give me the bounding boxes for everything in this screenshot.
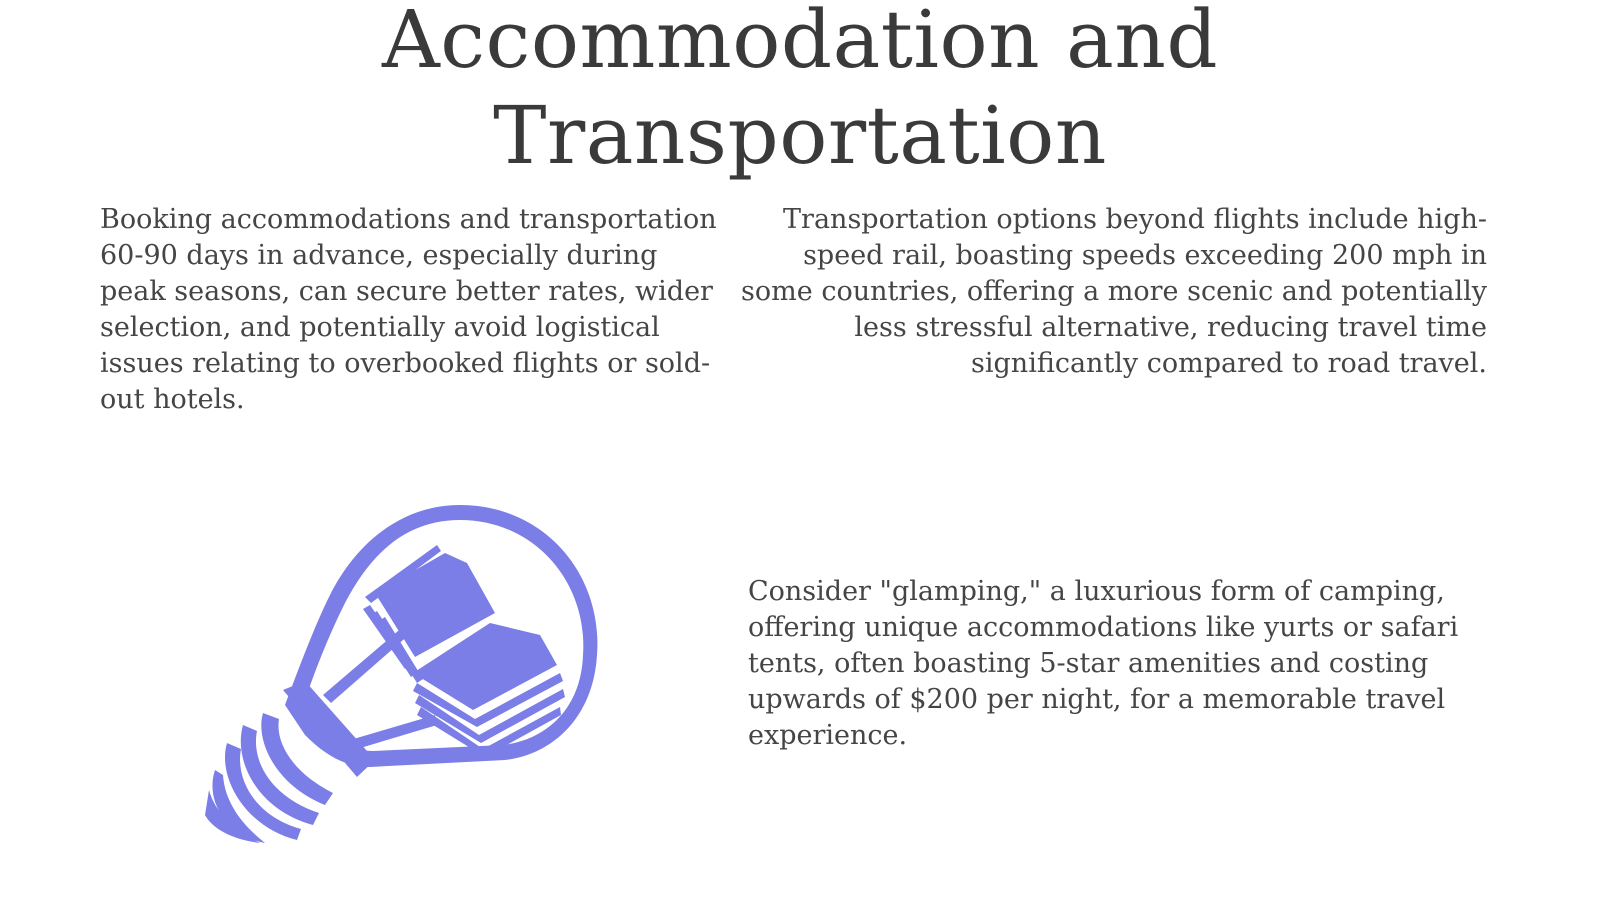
lightbulb-book-icon	[205, 505, 615, 850]
paragraph-glamping: Consider "glamping," a luxurious form of camping, offering unique accommodations like yurts or safari tents, often boasting 5-star amenities and costing upwards of $200 per night, for a memorable travel experience.	[748, 576, 1459, 751]
title-line-2: Transportation	[493, 89, 1107, 182]
slide-title	[200, 0, 1400, 184]
title-line-1: Accommodation and	[381, 0, 1219, 86]
paragraph-advance-booking: Booking accommodations and transportation 60-90 days in advance, especially during peak seasons, can secure better rates, wider selection, and potentially avoid logistical issues relating to overbooked flights or sold-out hotels.	[100, 204, 717, 415]
paragraph-transport-options: Transportation options beyond flights include high-speed rail, boasting speeds exceeding 200 mph in some countries, offering a more scenic and potentially less stressful alternative, reducing travel time significantly compared to road travel.	[741, 204, 1487, 379]
